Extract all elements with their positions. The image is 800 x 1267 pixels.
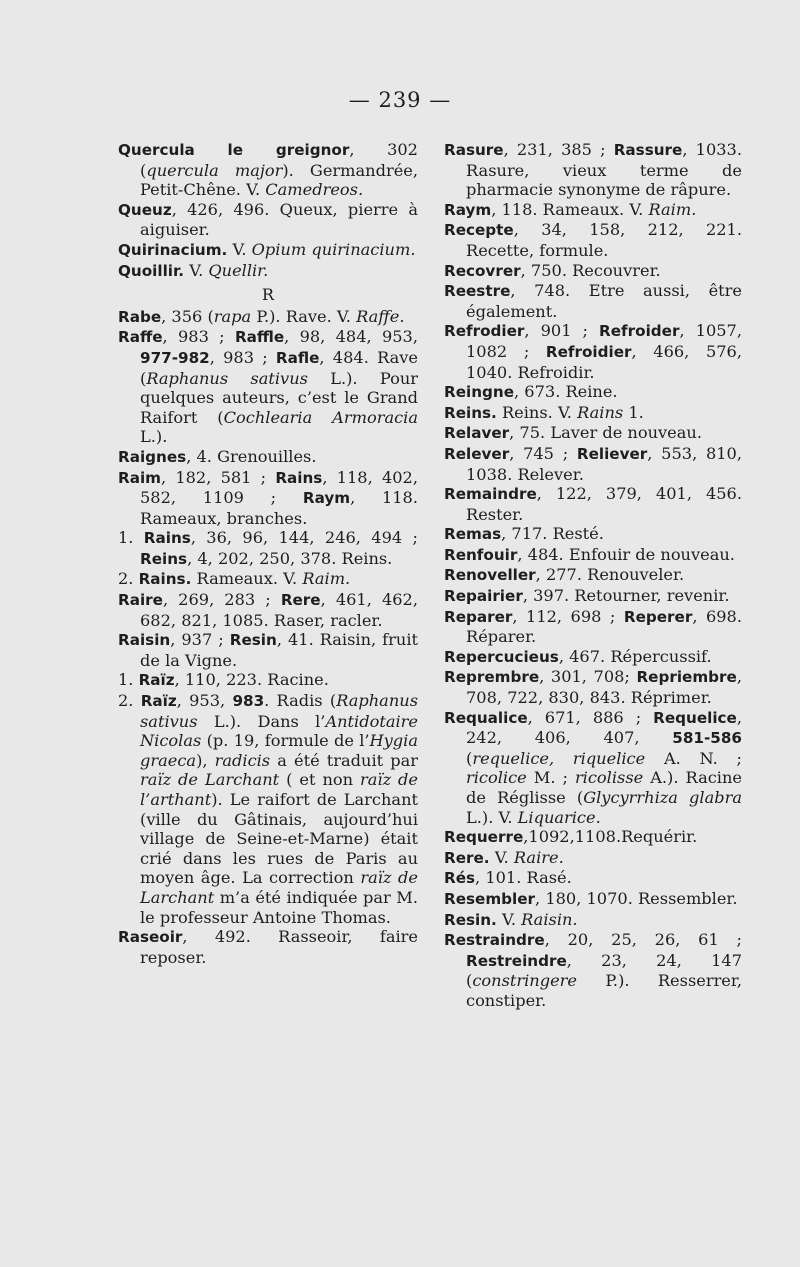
dictionary-entry: Quercula le greignor, 302 (quercula major). Germandrée, Petit-Chêne. V. Camedreos. <box>118 140 418 200</box>
dictionary-entry: 2. Raïz, 953, 983. Radis (Raphanus sativus L.). Dans l’Antidotaire Nicolas (p. 19, formule de l’Hygia graeca), radicis a été traduit par raïz de Larchant ( et non raïz de l’arthant). Le raifort de Larchant (ville du Gâtinais, aujourd’hui village de Seine-et-Marne) était crié dans les rues de Paris au moyen âge. La correction raïz de Larchant m’a été indiquée par M. le professeur Antoine Thomas. <box>118 691 418 927</box>
dictionary-entry: Rés, 101. Rasé. <box>444 868 572 888</box>
dictionary-entry: Requerre,1092,1108.Requérir. <box>444 827 698 847</box>
dictionary-entry: 1. Rains, 36, 96, 144, 246, 494 ; Reins, 4, 202, 250, 378. Reins. <box>118 528 418 568</box>
dictionary-entry: Quoillir. V. Quellir. <box>118 260 269 280</box>
dictionary-entry: Remaindre, 122, 379, 401, 456. Rester. <box>444 484 742 524</box>
dictionary-entry: Resin. V. Raisin. <box>444 909 578 929</box>
dictionary-entry: Queuz, 426, 496. Queux, pierre à aiguiser. <box>118 199 418 240</box>
dictionary-entry: Reprembre, 301, 708; Repriembre, 708, 722, 830, 843. Réprimer. <box>444 667 742 708</box>
dictionary-entry: Renoveller, 277. Renouveler. <box>444 565 685 585</box>
dictionary-entry: 2. Rains. Rameaux. V. Raim. <box>118 569 351 589</box>
dictionary-entry: Relever, 745 ; Reliever, 553, 810, 1038. Relever. <box>444 443 742 484</box>
dictionary-entry: Raseoir, 492. Rasseoir, faire reposer. <box>118 927 418 967</box>
dictionary-entry: Requalice, 671, 886 ; Requelice, 242, 406, 407, 581-586 (requelice, riquelice A. N. ; ricolice M. ; ricolisse A.). Racine de Réglisse (Glycyrrhiza glabra L.). V. Liquarice. <box>444 707 743 827</box>
dictionary-entry: Raym, 118. Rameaux. V. Raim. <box>444 199 697 219</box>
dictionary-entry: Reingne, 673. Reine. <box>444 382 618 402</box>
dictionary-entry: Resembler, 180, 1070. Ressembler. <box>444 888 738 908</box>
dictionary-entry: Raffe, 983 ; Raffle, 98, 484, 953, 977-982, 983 ; Rafle, 484. Rave (Raphanus sativus L.). Pour quelques auteurs, c’est le Grand Raifort (Cochlearia Armoracia L.). <box>118 327 418 447</box>
dictionary-entry: Relaver, 75. Laver de nouveau. <box>444 423 702 443</box>
dictionary-entry: Rasure, 231, 385 ; Rassure, 1033. Rasure, vieux terme de pharmacie synonyme de râpure. <box>444 140 742 200</box>
left-column <box>118 140 418 967</box>
dictionary-entry: Refrodier, 901 ; Refroider, 1057, 1082 ; Refroidier, 466, 576, 1040. Refroidir. <box>444 321 742 382</box>
dictionary-entry: 1. Raïz, 110, 223. Racine. <box>118 670 329 690</box>
dictionary-entry: Reestre, 748. Etre aussi, être également. <box>444 281 742 321</box>
dictionary-entry: Recovrer, 750. Recouvrer. <box>444 260 661 280</box>
dictionary-entry: Raignes, 4. Grenouilles. <box>118 446 317 466</box>
dictionary-entry: Restraindre, 20, 25, 26, 61 ; Restreindre, 23, 24, 147 (constringere P.). Resserrer, constiper. <box>444 930 742 1010</box>
dictionary-entry: Repairier, 397. Retourner, revenir. <box>444 586 730 606</box>
dictionary-entry: Reparer, 112, 698 ; Reperer, 698. Réparer. <box>444 606 742 647</box>
dictionary-entry: Rabe, 356 (rapa P.). Rave. V. Raffe. <box>118 306 405 326</box>
dictionary-entry: Remas, 717. Resté. <box>444 524 604 544</box>
section-letter: R <box>261 285 275 305</box>
dictionary-entry: Quirinacium. V. Opium quirinacium. <box>118 239 416 259</box>
dictionary-entry: Reins. Reins. V. Rains 1. <box>444 402 644 422</box>
dictionary-entry: Rere. V. Raire. <box>444 847 564 867</box>
dictionary-entry: Raim, 182, 581 ; Rains, 118, 402, 582, 1109 ; Raym, 118. Rameaux, branches. <box>118 467 418 528</box>
right-column <box>444 140 742 1011</box>
dictionary-entry: Repercucieus, 467. Répercussif. <box>444 646 712 666</box>
page-number: — 239 — <box>348 88 452 112</box>
dictionary-entry: Renfouir, 484. Enfouir de nouveau. <box>444 544 735 564</box>
dictionary-entry: Raisin, 937 ; Resin, 41. Raisin, fruit de la Vigne. <box>118 630 419 670</box>
dictionary-entry: Raire, 269, 283 ; Rere, 461, 462, 682, 821, 1085. Raser, racler. <box>118 590 418 630</box>
dictionary-entry: Recepte, 34, 158, 212, 221. Recette, formule. <box>444 220 742 260</box>
